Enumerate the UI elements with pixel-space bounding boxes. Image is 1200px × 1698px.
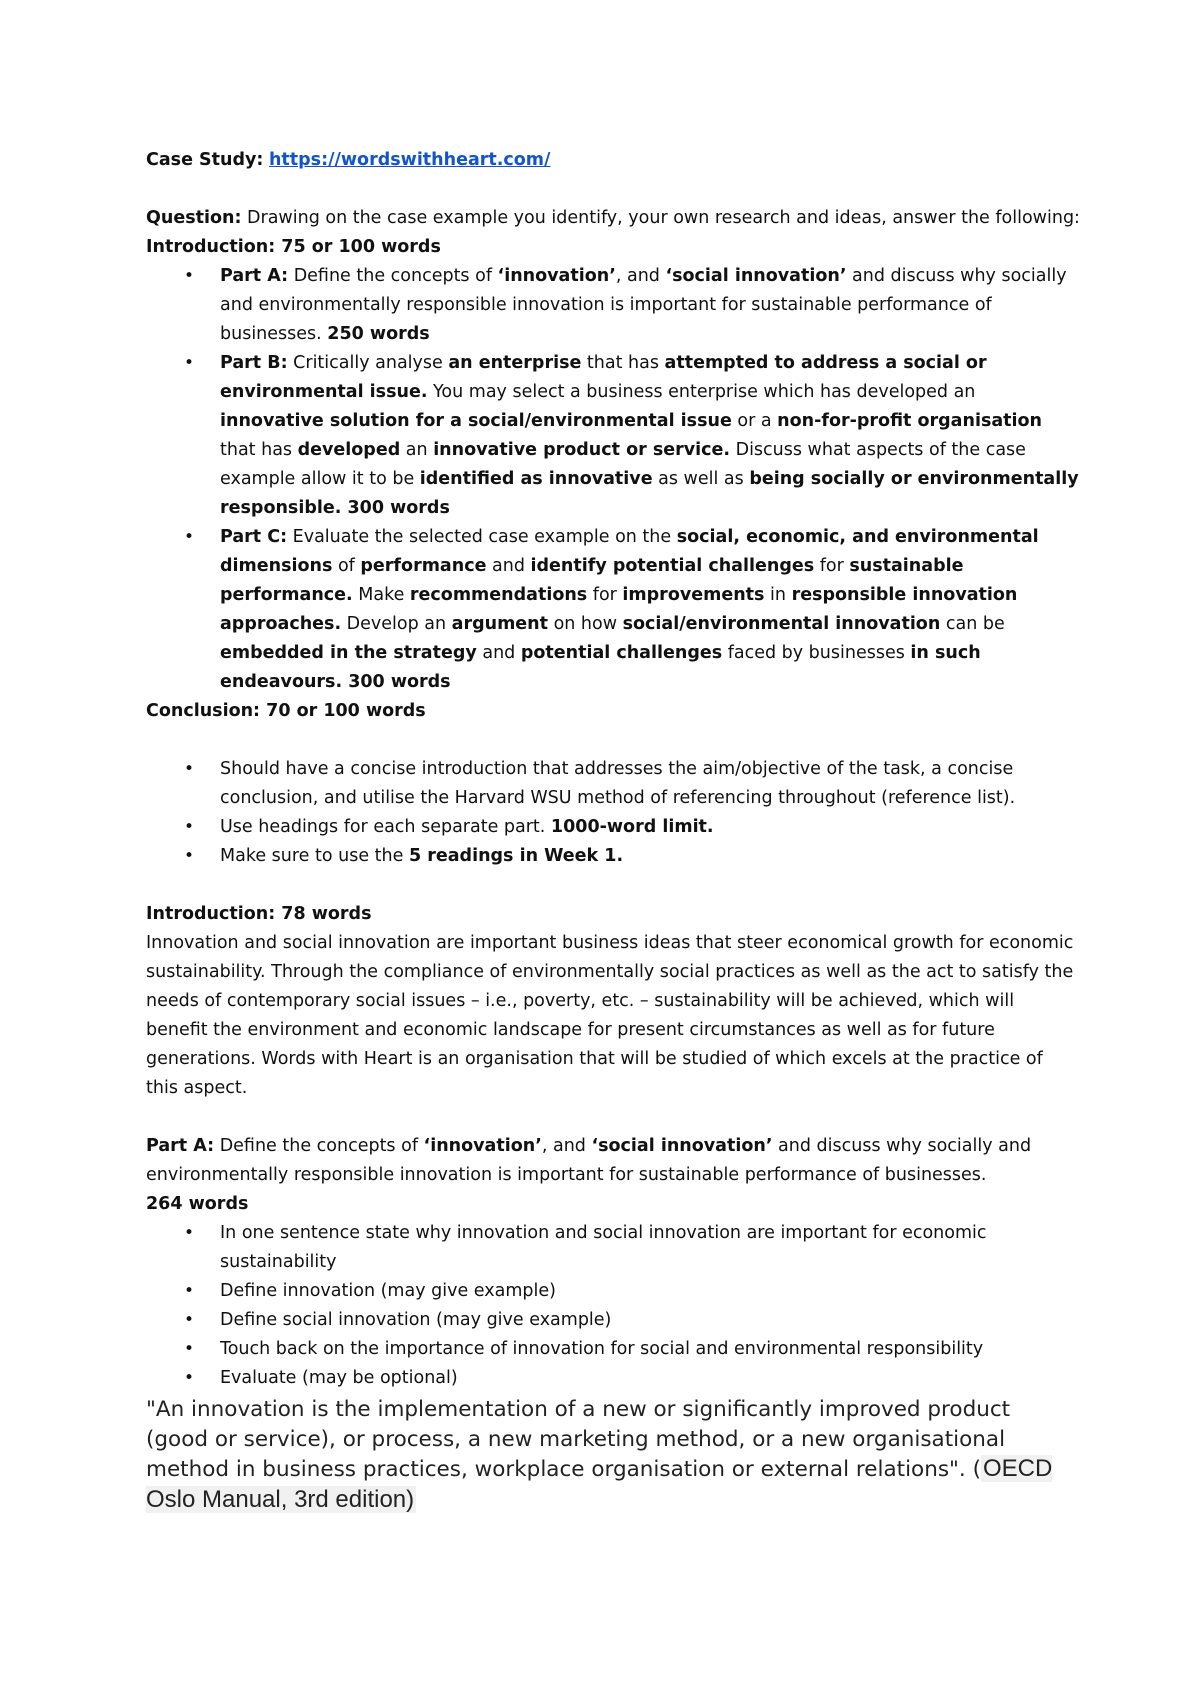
introduction-heading: Introduction: 78 words <box>146 904 372 924</box>
outline-item: • In one sentence state why innovation and social innovation are important for economic sustainability <box>146 1219 1080 1277</box>
spacer <box>146 1103 1080 1132</box>
intro-requirement: Introduction: 75 or 100 words <box>146 237 441 257</box>
spacer <box>146 726 1080 755</box>
conclusion-requirement: Conclusion: 70 or 100 words <box>146 701 426 721</box>
guideline-item: • Should have a concise introduction that addresses the aim/objective of the task, a concise conclusion, and utilise the Harvard WSU method of referencing throughout (reference list). <box>146 755 1080 813</box>
outline-item: • Define innovation (may give example) <box>146 1277 1080 1306</box>
question-paragraph <box>146 204 1080 233</box>
part-a-requirement: • Part A: Define the concepts of ‘innovation’, and ‘social innovation’ and discuss why socially and environmentally responsible innovation is important for sustainable performance of businesses. 250 words <box>146 262 1080 349</box>
part-a-word-count: 264 words <box>146 1194 249 1214</box>
requirements-list <box>146 262 1080 697</box>
outline-item: • Define social innovation (may give example) <box>146 1306 1080 1335</box>
quote-text: "An innovation is the implementation of a new or significantly improved product (good or service), or process, a new marketing method, or a new organisational method in business practices, workplace organisation or external relations". ( <box>146 1397 1011 1482</box>
spacer <box>146 175 1080 204</box>
spacer <box>146 871 1080 900</box>
case-study-label: Case Study: <box>146 150 264 170</box>
question-label: Question: <box>146 208 242 228</box>
outline-item: • Touch back on the importance of innovation for social and environmental responsibility <box>146 1335 1080 1364</box>
part-b-requirement: • Part B: Critically analyse an enterprise that has attempted to address a social or environmental issue. You may select a business enterprise which has developed an innovative solution for a social/environmental issue or a non-for-profit organisation that has developed an innovative product or service. Discuss what aspects of the case example allow it to be identified as innovative as well as being socially or environmentally responsible. 300 words <box>146 349 1080 523</box>
outline-item: • Evaluate (may be optional) <box>146 1364 1080 1393</box>
case-study-line <box>146 146 1080 175</box>
introduction-body: Innovation and social innovation are important business ideas that steer economical growth for economic sustainability. Through the compliance of environmentally social practices as well as the act to satisfy the needs of contemporary social issues – i.e., poverty, etc. – sustainability will be achieved, which will benefit the environment and economic landscape for present circumstances as well as for future generations. Words with Heart is an organisation that will be studied of which excels at the practice of this aspect. <box>146 933 1074 1098</box>
case-study-link[interactable]: https://wordswithheart.com/ <box>268 150 551 170</box>
guidelines-list <box>146 755 1080 871</box>
question-text: Drawing on the case example you identify, your own research and ideas, answer the following: <box>241 208 1080 228</box>
guideline-item: • Make sure to use the 5 readings in Week 1. <box>146 842 1080 871</box>
part-a-heading: Part A: Define the concepts of ‘innovation’, and ‘social innovation’ and discuss why socially and environmentally responsible innovation is important for sustainable performance of businesses. 264 words <box>146 1136 1032 1214</box>
quote-citation: OECD Oslo Manual, 3rd edition) <box>146 1455 1053 1513</box>
part-a-outline <box>146 1219 1080 1393</box>
oecd-quote <box>146 1395 1066 1515</box>
guideline-item: • Use headings for each separate part. 1000-word limit. <box>146 813 1080 842</box>
part-c-requirement: • Part C: Evaluate the selected case example on the social, economic, and environmental dimensions of performance and identify potential challenges for sustainable performance. Make recommendations for improvements in responsible innovation approaches. Develop an argument on how social/environmental innovation can be embedded in the strategy and potential challenges faced by businesses in such endeavours. 300 words <box>146 523 1080 697</box>
